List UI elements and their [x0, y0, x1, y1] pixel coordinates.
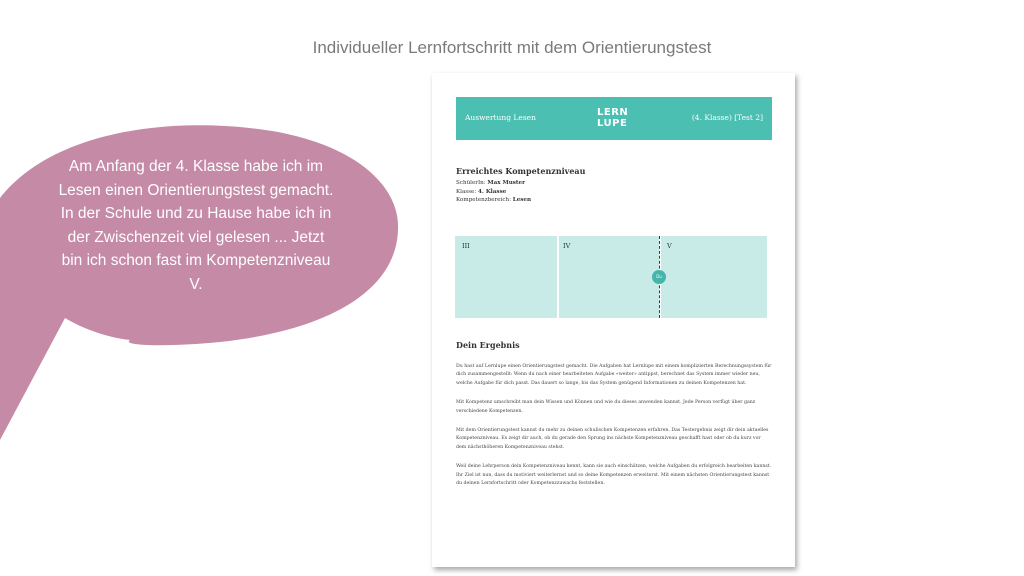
section-title-result: Dein Ergebnis: [456, 340, 520, 350]
student-row: SchülerIn: Max Muster: [456, 180, 526, 186]
paragraph: Mit Kompetenz umschreibt man dein Wissen und Können und wie du dieses anwenden kannst. Jede Person verfügt über ganz verschiedene Kompetenzen.: [456, 400, 756, 414]
banner-title: Auswertung Lesen: [465, 113, 536, 122]
banner-class-test: (4. Klasse) [Test 2]: [691, 113, 763, 122]
document-banner: [456, 97, 772, 140]
lernlupe-logo: LERN LUPE: [597, 107, 629, 129]
level-label-iii: III: [462, 242, 470, 250]
level-label-v: V: [667, 242, 672, 250]
paragraph: Du hast auf Lernlupe einen Orientierungstest gemacht. Die Aufgaben hat Lernlupe mit einem komplizierten Berechnungssystem für dich zusammengestellt: Wenn du nach einer bearbeiteten Aufgabe «weiter» antippst, berechnet das System immer wieder neu, welche Aufgabe für dich passt. Das dauert so lange, bis das System genügend Informationen zu deinen Kompetenzen hat.: [456, 364, 772, 386]
result-marker: Du: [652, 270, 666, 284]
level-label-iv: IV: [563, 242, 571, 250]
speech-bubble-text: Am Anfang der 4. Klasse habe ich im Lesen einen Orientierungstest gemacht. In der Schule und zu Hause habe ich in der Zwischenzeit viel gelesen ... Jetzt bin ich schon fast im Kompetenzniveau V.: [58, 158, 334, 293]
domain-row: Kompetenzbereich: Lesen: [456, 197, 532, 203]
slide-title: Individueller Lernfortschritt mit dem Orientierungstest: [312, 38, 712, 57]
competence-level-chart: [455, 236, 767, 318]
student-info: [456, 179, 531, 205]
class-row: Klasse: 4. Klasse: [456, 188, 507, 195]
paragraph: Mit dem Orientierungstest kannst du mehr zu deinen schulischen Kompetenzen erfahren. Das Testergebnis zeigt dir dein aktuelles Kompetenzniveau. Es zeigt dir auch, ob du gerade den Sprung ins nächste Kompetenzniveau geschafft hast oder ob du kurz vor dem nächsthöheren Kompetenzniveau stehst.: [456, 428, 769, 450]
result-paragraphs: [456, 363, 772, 499]
level-divider: [557, 236, 559, 318]
evaluation-document: [432, 73, 795, 567]
paragraph: Weil deine Lehrperson dein Kompetenzniveau kennt, kann sie auch einschätzen, welche Aufgaben du erfolgreich bearbeiten kannst. Ihr Ziel ist nun, dass du motiviert weiterlernst und so deine Kompetenzen erweiterst. Mit einem nächsten Orientierungstest kannst du deinen Lernfortschritt oder Kompetenzzuwachs feststellen.: [456, 464, 772, 487]
section-title-competence: Erreichtes Kompetenzniveau: [456, 166, 586, 176]
